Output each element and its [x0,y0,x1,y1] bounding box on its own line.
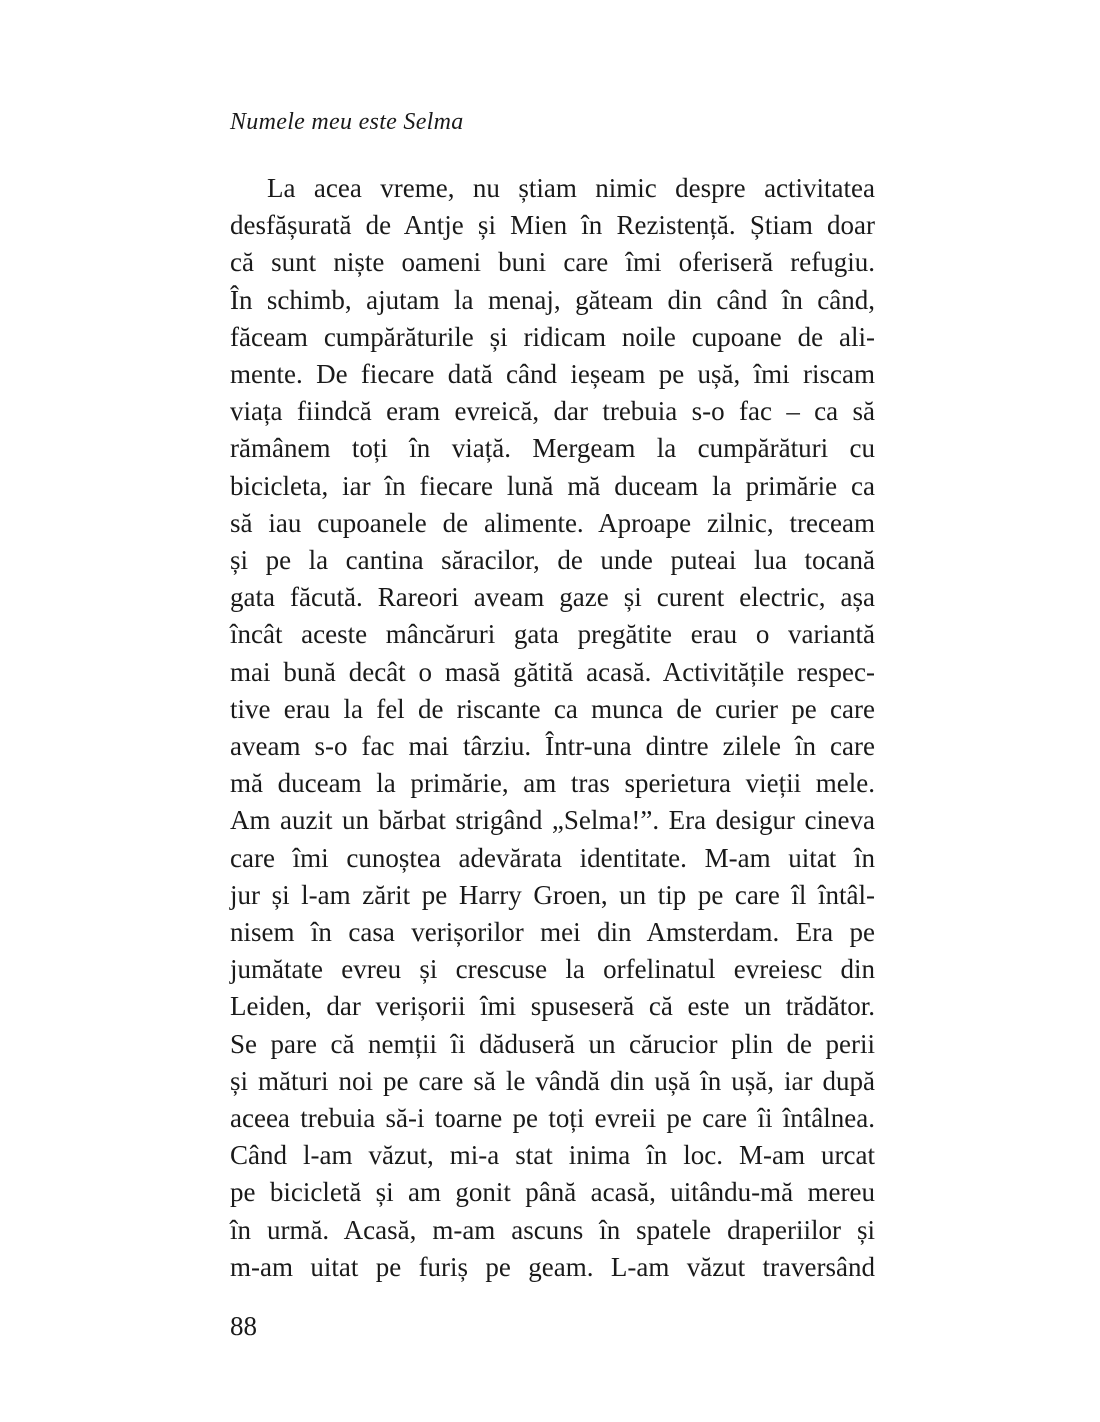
text-line: Când l-am văzut, mi-a stat inima în loc. M-am urcat [230,1140,875,1171]
text-line: Se pare că nemții îi dăduseră un cărucior plin de perii [230,1028,875,1059]
text-line: jumătate evreu și crescuse la orfelinatul evreiesc din [230,954,875,985]
text-line: mă duceam la primărie, am tras sperietura vieții mele. [230,768,875,799]
text-line: care îmi cunoștea adevărata identitate. M-am uitat în [230,842,875,873]
body-text [230,170,875,1286]
running-head: Numele meu este Selma [230,109,464,135]
text-line: aceea trebuia să-i toarne pe toți evreii pe care îi întâlnea. [230,1103,875,1134]
text-line: rămânem toți în viață. Mergeam la cumpărături cu [230,433,875,464]
text-line: și pe la cantina săracilor, de unde puteai lua tocană [230,545,875,576]
text-line: bicicleta, iar în fiecare lună mă duceam la primărie ca [230,470,875,501]
text-line: Leiden, dar verișorii îmi spuseseră că este un trădător. [230,991,875,1022]
text-line: în urmă. Acasă, m-am ascuns în spatele draperiilor și [230,1214,875,1245]
text-line: desfășurată de Antje și Mien în Rezistență. Știam doar [230,210,875,241]
text-line: că sunt niște oameni buni care îmi oferiseră refugiu. [230,247,875,278]
text-line: nisem în casa verișorilor mei din Amsterdam. Era pe [230,917,875,948]
text-line: încât aceste mâncăruri gata pregătite erau o variantă [230,619,875,650]
text-line: gata făcută. Rareori aveam gaze și curent electric, așa [230,582,875,613]
text-line: m-am uitat pe furiș pe geam. L-am văzut traversând [230,1251,875,1282]
text-line: pe bicicletă și am gonit până acasă, uitându-mă mereu [230,1177,875,1208]
text-line: Am auzit un bărbat strigând „Selma!”. Era desigur cineva [230,805,875,836]
text-line: În schimb, ajutam la menaj, găteam din când în când, [230,284,875,315]
text-line: mai bună decât o masă gătită acasă. Activitățile respec- [230,656,875,687]
text-line: mente. De fiecare dată când ieșeam pe ușă, îmi riscam [230,359,875,390]
text-line: La acea vreme, nu știam nimic despre activitatea [267,173,875,203]
text-line: și mături noi pe care să le vândă din ușă în ușă, iar după [230,1065,875,1096]
text-line: aveam s-o fac mai târziu. Într-una dintre zilele în care [230,731,875,762]
text-line: să iau cupoanele de alimente. Aproape zilnic, treceam [230,507,875,538]
text-line: tive erau la fel de riscante ca munca de curier pe care [230,693,875,724]
text-line: viața fiindcă eram evreică, dar trebuia s-o fac – ca să [230,396,875,427]
text-line: făceam cumpărăturile și ridicam noile cupoane de ali- [230,321,875,352]
page-number: 88 [230,1311,257,1341]
text-line: jur și l-am zărit pe Harry Groen, un tip pe care îl întâl- [230,879,875,910]
